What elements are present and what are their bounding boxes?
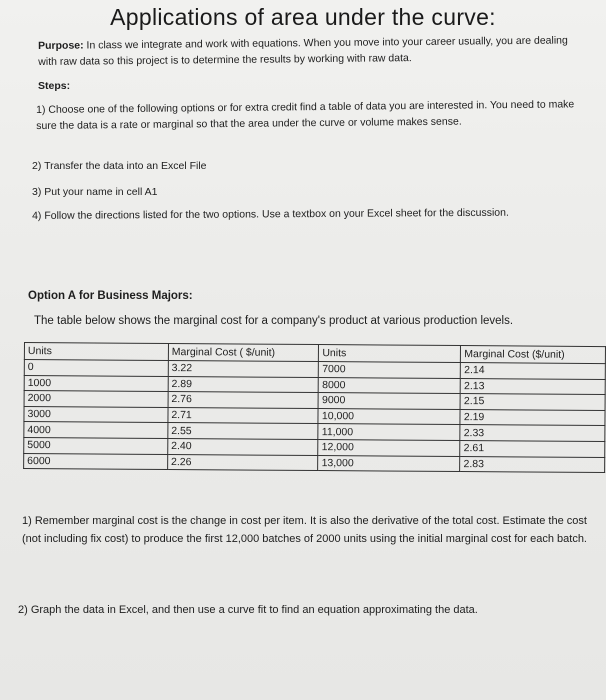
purpose-text: In class we integrate and work with equations. When you move into your career usually, you are dealing with raw data so this project is to determine the results by working with raw data. [38,34,568,68]
table-cell: 5000 [24,437,168,454]
table-cell: 2.15 [460,394,605,411]
table-cell: 1000 [24,375,168,392]
table-cell: 2.13 [461,378,606,395]
table-cell: 10,000 [318,408,460,425]
table-intro: The table below shows the marginal cost for a company's product at various production levels. [34,315,514,327]
step-3: 3) Put your name in cell A1 [32,186,158,198]
header-units-1: Units [24,343,168,361]
question-1: 1) Remember marginal cost is the change in cost per item. It is also the derivative of the total cost. Estimate the cost (not including fix cost) to produce the first 12,000 batches of 2000 units using the initial marginal cost for each batch. [22,515,587,545]
table-cell: 13,000 [318,455,460,472]
header-marginal-cost-2: Marginal Cost ($/unit) [461,346,606,364]
step-2: 2) Transfer the data into an Excel File [32,160,207,172]
table-cell: 2.61 [460,441,605,458]
table-cell: 2.14 [461,363,606,380]
table-cell: 2.26 [167,454,318,471]
table-cell: 2.19 [460,409,605,426]
table-cell: 0 [24,360,168,377]
page-title: Applications of area under the curve: [110,4,496,30]
table-row [24,453,605,473]
table-cell: 2000 [24,391,168,408]
marginal-cost-table [23,342,606,473]
table-cell: 2.71 [168,407,319,424]
table-cell: 2.76 [168,392,319,409]
purpose-label: Purpose: [38,39,84,52]
table-cell: 2.55 [168,423,319,440]
step-4: 4) Follow the directions listed for the two options. Use a textbox on your Excel sheet for the discussion. [32,206,509,222]
table-cell: 3.22 [168,361,319,378]
table-cell: 2.83 [460,456,605,473]
step-1: 1) Choose one of the following options or for extra credit find a table of data you are interested in. You need to make sure the data is a rate or marginal so that the area under the curve or volume makes sense. [36,98,575,132]
option-a-heading: Option A for Business Majors: [28,290,193,302]
table-cell: 6000 [24,453,168,470]
table-cell: 2.40 [168,438,319,455]
table-cell: 7000 [319,362,461,379]
table-cell: 12,000 [318,440,460,457]
steps-label: Steps: [38,80,71,92]
table-cell: 2.89 [168,376,319,393]
table-cell: 3000 [24,406,168,423]
purpose-paragraph [38,32,586,70]
table-cell: 9000 [318,393,460,410]
table-cell: 8000 [319,377,461,394]
header-units-2: Units [319,345,461,363]
table-cell: 2.33 [460,425,605,442]
table-cell: 11,000 [318,424,460,441]
table-cell: 4000 [24,422,168,439]
header-marginal-cost-1: Marginal Cost ( $/unit) [168,344,319,362]
question-2: 2) Graph the data in Excel, and then use a curve fit to find an equation approximating the data. [18,604,478,616]
